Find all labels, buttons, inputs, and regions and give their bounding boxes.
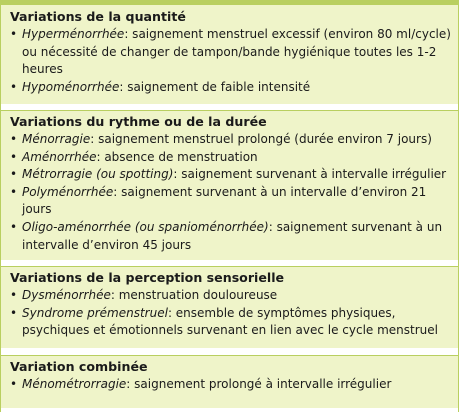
item-list <box>10 26 452 96</box>
item-list <box>10 287 452 340</box>
item-term: Ménorragie <box>22 132 91 146</box>
list-item <box>10 376 452 394</box>
item-text: : menstruation douloureuse <box>110 288 278 302</box>
list-item <box>10 219 452 254</box>
bullet-icon: • <box>10 79 18 94</box>
list-item <box>10 166 452 184</box>
list-item <box>10 26 452 79</box>
item-text: : saignement de faible intensité <box>119 79 311 94</box>
item-text: : absence de menstruation <box>96 149 258 164</box>
section-quantity <box>1 5 458 104</box>
section-title: Variations de la quantité <box>10 9 186 24</box>
item-term: Polyménorrhée <box>22 184 114 199</box>
item-text: : saignement survenant à un intervalle d’environ 45 jours <box>22 219 443 252</box>
list-item <box>10 79 452 97</box>
item-text: : saignement prolongé à intervalle irrégulier <box>126 377 392 391</box>
item-term: Syndrome prémenstruel <box>22 305 168 320</box>
section-title: Variations du rythme ou de la durée <box>10 114 267 129</box>
section-rhythm <box>1 110 458 260</box>
item-text: : saignement survenant à intervalle irrégulier <box>173 167 447 182</box>
bullet-icon: • <box>10 377 18 391</box>
item-text: : saignement menstruel excessif (environ 80 ml/​cycle) ou nécessité de changer de tampon/bande hygiénique toutes les 1-2 heures <box>22 27 451 77</box>
item-text: : ensemble de symptômes physiques, psychiques et émotionnels survenant en lien avec le cycle menstruel <box>22 305 439 338</box>
bullet-icon: • <box>10 219 18 234</box>
bullet-icon: • <box>10 167 18 182</box>
section-combined <box>1 355 458 408</box>
item-term: Aménorrhée <box>22 149 97 164</box>
section-perception <box>1 266 458 348</box>
bullet-icon: • <box>10 149 18 164</box>
section-title: Variations de la perception sensorielle <box>10 270 285 285</box>
item-list <box>10 131 452 254</box>
bullet-icon: • <box>10 184 18 199</box>
bullet-icon: • <box>10 288 18 302</box>
bullet-icon: • <box>10 305 18 320</box>
item-list <box>10 376 452 394</box>
list-item <box>10 305 452 340</box>
item-term: Hypoménorrhée <box>22 79 120 94</box>
item-term: Dysménorrhée <box>22 288 111 302</box>
section-title: Variation combinée <box>10 359 148 374</box>
bullet-icon: • <box>10 27 18 41</box>
item-term: Ménométrorragie <box>22 377 127 391</box>
item-term: Métrorragie (ou spotting) <box>22 167 174 182</box>
item-text: : saignement survenant à un intervalle d’environ 21 jours <box>22 184 427 217</box>
list-item <box>10 149 452 167</box>
item-term: Hyperménorrhée <box>22 27 125 41</box>
list-item <box>10 184 452 219</box>
item-term: Oligo-aménorrhée (ou spanioménorrhée) <box>22 219 269 234</box>
list-item <box>10 131 452 149</box>
item-text: : saignement menstruel prolongé (durée environ 7 jours) <box>90 132 432 146</box>
list-item <box>10 287 452 305</box>
bullet-icon: • <box>10 132 18 146</box>
